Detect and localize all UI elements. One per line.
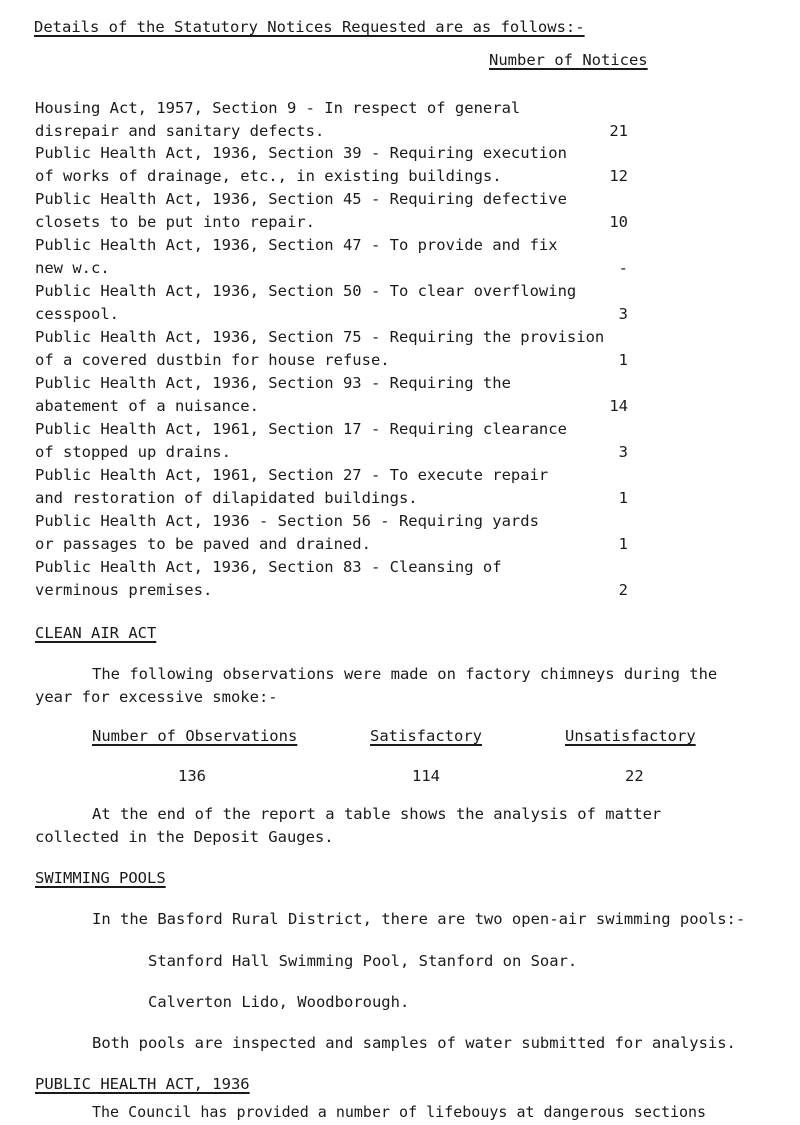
swimming-intro: In the Basford Rural District, there are two open-air swimming pools:-: [92, 910, 746, 928]
clean-air-intro-line2: year for excessive smoke:-: [35, 688, 278, 706]
notice-count: 1: [618, 535, 628, 553]
observations-value: 136: [178, 767, 206, 785]
swimming-pools-heading: SWIMMING POOLS: [35, 869, 166, 887]
notice-line: Public Health Act, 1936, Section 45 - Requiring defective: [35, 190, 567, 208]
notice-count: 3: [618, 443, 628, 461]
clean-air-note-line1: At the end of the report a table shows the analysis of matter: [92, 805, 662, 823]
notice-line: Housing Act, 1957, Section 9 - In respect of general: [35, 99, 521, 117]
notice-line: closets to be put into repair.: [35, 213, 315, 231]
notice-count: 3: [618, 305, 628, 323]
notice-line: Public Health Act, 1936, Section 93 - Requiring the: [35, 374, 511, 392]
notice-count: 10: [609, 213, 628, 231]
notice-count: 1: [618, 351, 628, 369]
notice-line: abatement of a nuisance.: [35, 397, 259, 415]
page-title: Details of the Statutory Notices Requested are as follows:-: [34, 18, 585, 36]
notice-line: and restoration of dilapidated buildings.: [35, 489, 418, 507]
notice-count: 1: [618, 489, 628, 507]
swimming-note: Both pools are inspected and samples of water submitted for analysis.: [92, 1034, 736, 1052]
notice-line: of stopped up drains.: [35, 443, 231, 461]
pool-item: Stanford Hall Swimming Pool, Stanford on Soar.: [148, 952, 578, 970]
notice-line: disrepair and sanitary defects.: [35, 122, 325, 140]
notice-line: of works of drainage, etc., in existing buildings.: [35, 167, 502, 185]
notice-count: -: [618, 259, 628, 277]
notice-line: Public Health Act, 1936 - Section 56 - Requiring yards: [35, 512, 539, 530]
notice-count: 21: [609, 122, 628, 140]
notice-count: 14: [609, 397, 628, 415]
clean-air-heading: CLEAN AIR ACT: [35, 624, 157, 642]
public-health-line1: The Council has provided a number of lifebouys at dangerous sections: [92, 1103, 707, 1121]
notice-count: 2: [618, 581, 628, 599]
pool-item: Calverton Lido, Woodborough.: [148, 993, 410, 1011]
observations-column-heading: Number of Observations: [92, 727, 298, 745]
notice-count: 12: [609, 167, 628, 185]
notice-line: Public Health Act, 1961, Section 27 - To execute repair: [35, 466, 549, 484]
notice-line: cesspool.: [35, 305, 119, 323]
unsatisfactory-value: 22: [625, 767, 644, 785]
notice-line: Public Health Act, 1936, Section 39 - Requiring execution: [35, 144, 567, 162]
satisfactory-value: 114: [412, 767, 440, 785]
clean-air-note-line2: collected in the Deposit Gauges.: [35, 828, 334, 846]
notice-line: of a covered dustbin for house refuse.: [35, 351, 390, 369]
notice-line: Public Health Act, 1936, Section 50 - To clear overflowing: [35, 282, 577, 300]
notice-line: Public Health Act, 1936, Section 75 - Requiring the provision: [35, 328, 605, 346]
notice-line: Public Health Act, 1936, Section 47 - To provide and fix: [35, 236, 558, 254]
notice-line: verminous premises.: [35, 581, 213, 599]
notices-column-heading: Number of Notices: [489, 51, 648, 69]
notice-line: Public Health Act, 1936, Section 83 - Cleansing of: [35, 558, 502, 576]
notice-line: Public Health Act, 1961, Section 17 - Requiring clearance: [35, 420, 567, 438]
satisfactory-column-heading: Satisfactory: [370, 727, 482, 745]
notice-line: or passages to be paved and drained.: [35, 535, 371, 553]
clean-air-intro-line1: The following observations were made on factory chimneys during the: [92, 665, 718, 683]
unsatisfactory-column-heading: Unsatisfactory: [565, 727, 696, 745]
notice-line: new w.c.: [35, 259, 110, 277]
public-health-heading: PUBLIC HEALTH ACT, 1936: [35, 1075, 250, 1093]
